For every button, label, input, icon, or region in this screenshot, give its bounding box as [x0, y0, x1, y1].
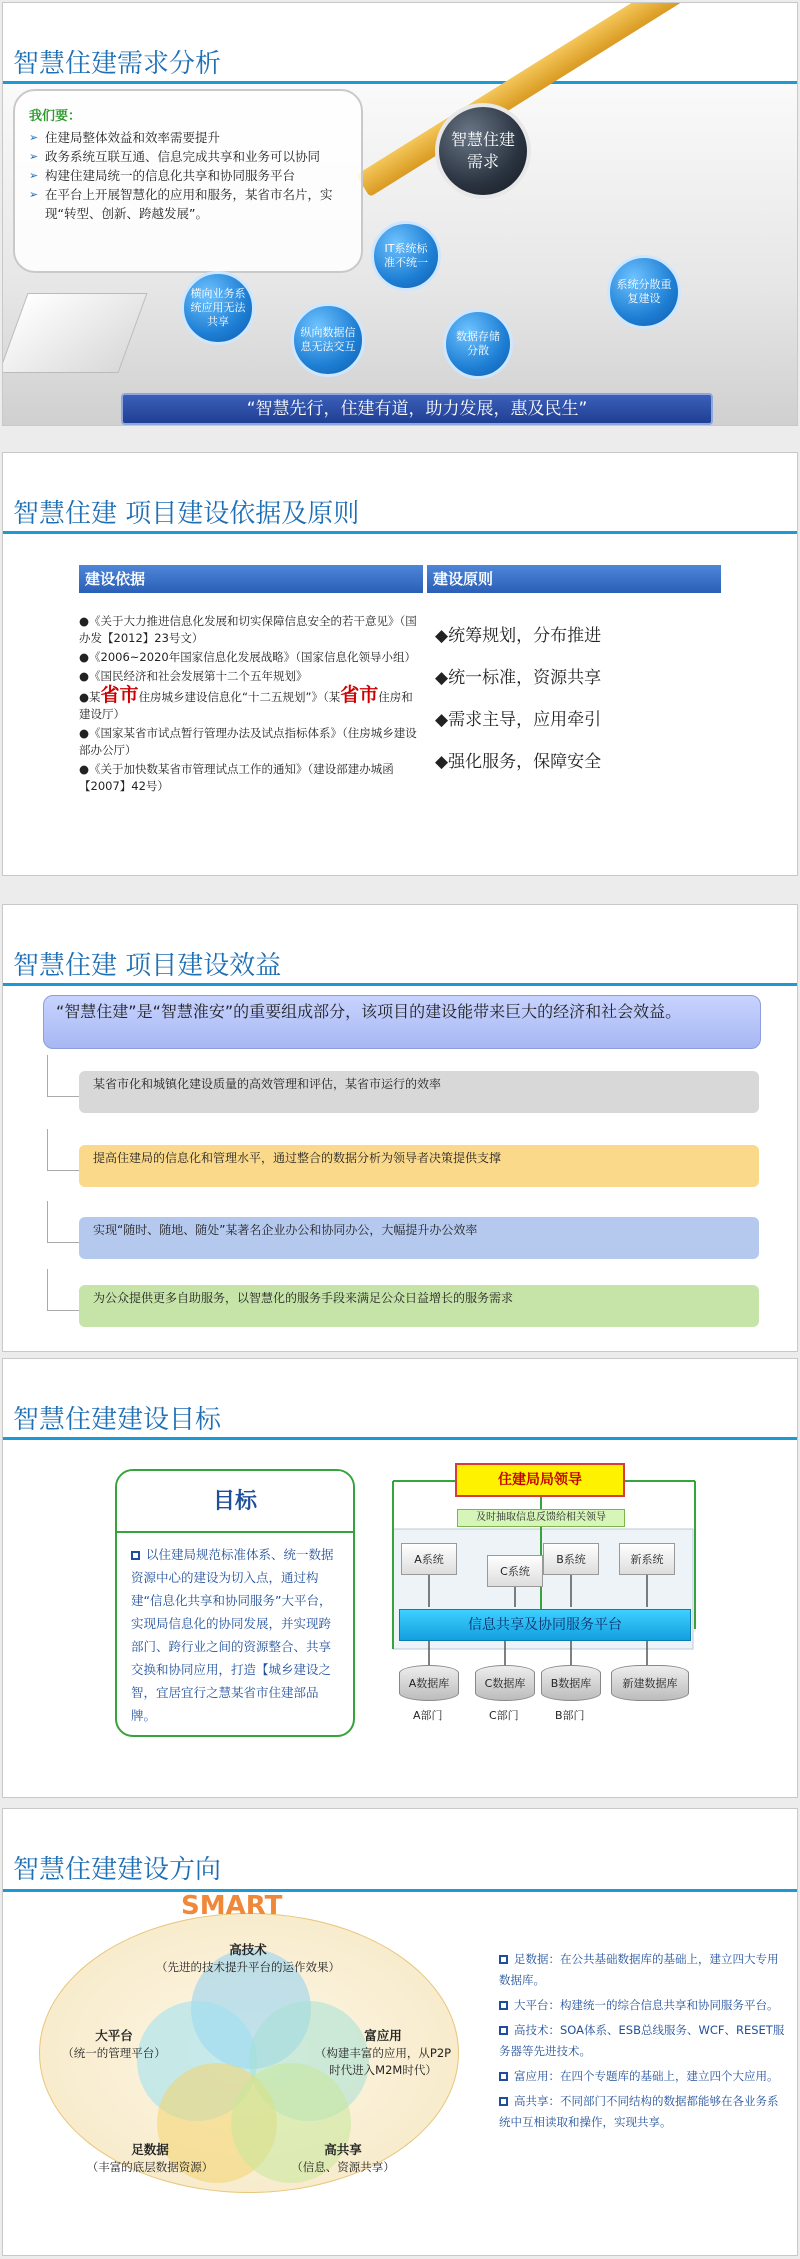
row-connector: [47, 1201, 81, 1243]
slide3-title: 智慧住建 项目建设效益: [13, 951, 282, 981]
needs-card: [13, 89, 363, 273]
needs-item: ➢ 构建住建局统一的信息化共享和协同服务平台: [29, 166, 347, 185]
architecture-diagram: [385, 1459, 705, 1749]
basis-item: ●《2006~2020年国家信息化发展战略》（国家信息化领导小组）: [79, 650, 416, 664]
database-a: A数据库: [399, 1665, 459, 1701]
goal-text: [131, 1543, 343, 1727]
petal-high-tech: [123, 1941, 373, 1976]
slide2-title: 智慧住建 项目建设依据及原则: [13, 499, 360, 529]
basis-item: ●《关于大力推进信息化发展和切实保障信息安全的若干意见》（国办发【2012】23号文）: [79, 614, 417, 645]
basis-item: ●《国家某省市试点暂行管理办法及试点指标体系》（住房城乡建设部办公厅）: [79, 726, 417, 757]
direction-item-text: 高技术：SOA体系、ESB总线服务、WCF、RESET服务器等先进技术。: [499, 2023, 785, 2058]
petal-desc: （先进的技术提升平台的运作效果）: [156, 1960, 340, 1974]
direction-item: [499, 2020, 789, 2062]
bullet-square-icon: [499, 2026, 508, 2035]
row-connector: [47, 1055, 81, 1097]
petal-desc: （构建丰富的应用，从P2P时代进入M2M时代）: [314, 2046, 452, 2077]
bubble-it-standard: IT系统标准不统一: [371, 221, 441, 291]
bullet-square-icon: [499, 1955, 508, 1964]
database-b: B数据库: [541, 1665, 601, 1701]
bubble-system-duplicate: 系统分散重复建设: [607, 255, 681, 329]
slide4-title-rule: [3, 1437, 798, 1440]
petal-name: 大平台: [95, 2028, 133, 2043]
benefit-row: 某省市化和城镇化建设质量的高效管理和评估，某省市运行的效率: [79, 1071, 759, 1113]
bubble-data-storage: 数据存储分散: [443, 309, 513, 379]
basis-list: [79, 613, 423, 797]
benefit-row: 实现“随时、随地、随处”某著名企业办公和协同办公，大幅提升办公效率: [79, 1217, 759, 1259]
principles-heading: 建设原则: [427, 565, 721, 593]
smart-logo: SMART: [181, 1891, 283, 1921]
needs-item: ➢ 政务系统互联互通、信息完成共享和业务可以协同: [29, 147, 347, 166]
petal-high-share: [273, 2141, 413, 2176]
slide2-title-rule: [3, 531, 798, 534]
principle-item: ◆强化服务，保障安全: [435, 752, 602, 772]
bubble-vertical-exchange: 纵向数据信息无法交互: [291, 303, 365, 377]
slide1-title: 智慧住建需求分析: [13, 49, 222, 79]
basis-item: ●《国民经济和社会发展第十二个五年规划》: [79, 669, 308, 683]
basis-item: ●《关于加快数某省市管理试点工作的通知》（建设部建办城函【2007】42号）: [79, 762, 394, 793]
petal-full-data: [65, 2141, 235, 2176]
needs-card-heading: 我们要：: [29, 109, 82, 124]
basis-item-special: [79, 684, 423, 723]
petal-rich-app: [313, 2027, 453, 2079]
diagram-lines: [385, 1459, 705, 1749]
row-connector: [47, 1269, 81, 1311]
petal-name: 高共享: [324, 2142, 362, 2157]
petal-big-platform: [49, 2027, 179, 2062]
benefits-intro: “智慧住建”是“智慧淮安”的重要组成部分，该项目的建设能带来巨大的经济和社会效益。: [43, 995, 761, 1049]
bullet-square-icon: [499, 2097, 508, 2106]
petal-name: 足数据: [131, 2142, 169, 2157]
petal-desc: （信息、资源共享）: [291, 2160, 395, 2174]
basis-heading: 建设依据: [79, 565, 423, 593]
slide-goals: [2, 1358, 798, 1798]
direction-item-text: 足数据：在公共基础数据库的基础上，建立四大专用数据库。: [499, 1952, 779, 1987]
basis-special-post: 住房和建设厅）: [79, 690, 413, 721]
basis-special-pre: ●某: [79, 690, 101, 704]
goal-text-body: 以住建局规范标准体系、统一数据资源中心的建设为切入点，通过构建“信息化共享和协同服务”大平台，实现局信息化的协同发展，并实现跨部门、跨行业之间的资源整合、共享交换和协同应用，打造【城乡建设之智，宜居宜行之慧某省市住建部品牌。: [131, 1547, 334, 1723]
petal-desc: （统一的管理平台）: [62, 2046, 166, 2060]
platform-bar: 信息共享及协同服务平台: [399, 1609, 691, 1641]
slogan-banner: “智慧先行，住建有道，助力发展，惠及民生”: [121, 393, 713, 425]
principles-list: [435, 615, 735, 783]
database-c: C数据库: [475, 1665, 535, 1701]
principle-item: ◆统筹规划，分布推进: [435, 626, 602, 646]
principle-item: ◆需求主导，应用牵引: [435, 710, 602, 730]
basis-special-red: 省市: [100, 684, 139, 706]
database-new: 新建数据库: [611, 1665, 689, 1701]
petal-name: 富应用: [364, 2028, 402, 2043]
slide1-title-rule: [3, 81, 798, 84]
direction-list: [499, 1949, 789, 2137]
slide5-title: 智慧住建建设方向: [13, 1855, 222, 1885]
petal-name: 高技术: [229, 1942, 267, 1957]
petal-desc: （丰富的底层数据资源）: [86, 2160, 214, 2174]
direction-item: [499, 2066, 789, 2087]
bubble-horizontal-share: 横向业务系统应用无法共享: [181, 271, 255, 345]
slide-benefits: [2, 904, 798, 1352]
needs-item: ➢ 在平台上开展智慧化的应用和服务，某省市名片，实现“转型、创新、跨越发展”。: [29, 185, 347, 223]
bullet-square-icon: [499, 2001, 508, 2010]
direction-item-text: 富应用：在四个专题库的基础上，建立四个大应用。: [514, 2069, 779, 2083]
basis-special-red2: 省市: [340, 684, 379, 706]
needs-item: ➢ 住建局整体效益和效率需要提升: [29, 128, 347, 147]
slide-demand-analysis: [2, 2, 798, 426]
slide4-title: 智慧住建建设目标: [13, 1405, 222, 1435]
goal-box: [115, 1469, 355, 1737]
benefit-row: 为公众提供更多自助服务，以智慧化的服务手段来满足公众日益增长的服务需求: [79, 1285, 759, 1327]
slide3-title-rule: [3, 983, 798, 986]
principle-item: ◆统一标准，资源共享: [435, 668, 602, 688]
center-bubble: 智慧住建需求: [435, 103, 531, 199]
slide-basis-principles: [2, 452, 798, 876]
row-connector: [47, 1129, 81, 1171]
department-b: B部门: [555, 1709, 585, 1722]
system-b: B系统: [543, 1543, 599, 1575]
department-a: A部门: [413, 1709, 443, 1722]
needs-list: [29, 128, 347, 223]
slide5-title-rule: [3, 1889, 798, 1892]
direction-item: [499, 2091, 789, 2133]
department-c: C部门: [489, 1709, 519, 1722]
system-new: 新系统: [619, 1543, 675, 1575]
basis-special-mid: 住房城乡建设信息化“十二五规划”》（某: [138, 690, 341, 704]
benefit-row: 提高住建局的信息化和管理水平，通过整合的数据分析为领导者决策提供支撑: [79, 1145, 759, 1187]
feedback-label: 及时抽取信息反馈给相关领导: [457, 1509, 625, 1527]
system-a: A系统: [401, 1543, 457, 1575]
goal-heading: 目标: [117, 1471, 353, 1533]
system-c: C系统: [487, 1555, 543, 1587]
bullet-square-icon: [499, 2072, 508, 2081]
direction-item: [499, 1995, 789, 2016]
direction-item-text: 高共享：不同部门不同结构的数据都能够在各业务系统中互相读取和操作，实现共享。: [499, 2094, 779, 2129]
leader-box: 住建局局领导: [455, 1463, 625, 1497]
direction-item-text: 大平台：构建统一的综合信息共享和协同服务平台。: [514, 1998, 779, 2012]
direction-item: [499, 1949, 789, 1991]
bullet-square-icon: [131, 1551, 140, 1560]
slide-direction: [2, 1808, 798, 2256]
